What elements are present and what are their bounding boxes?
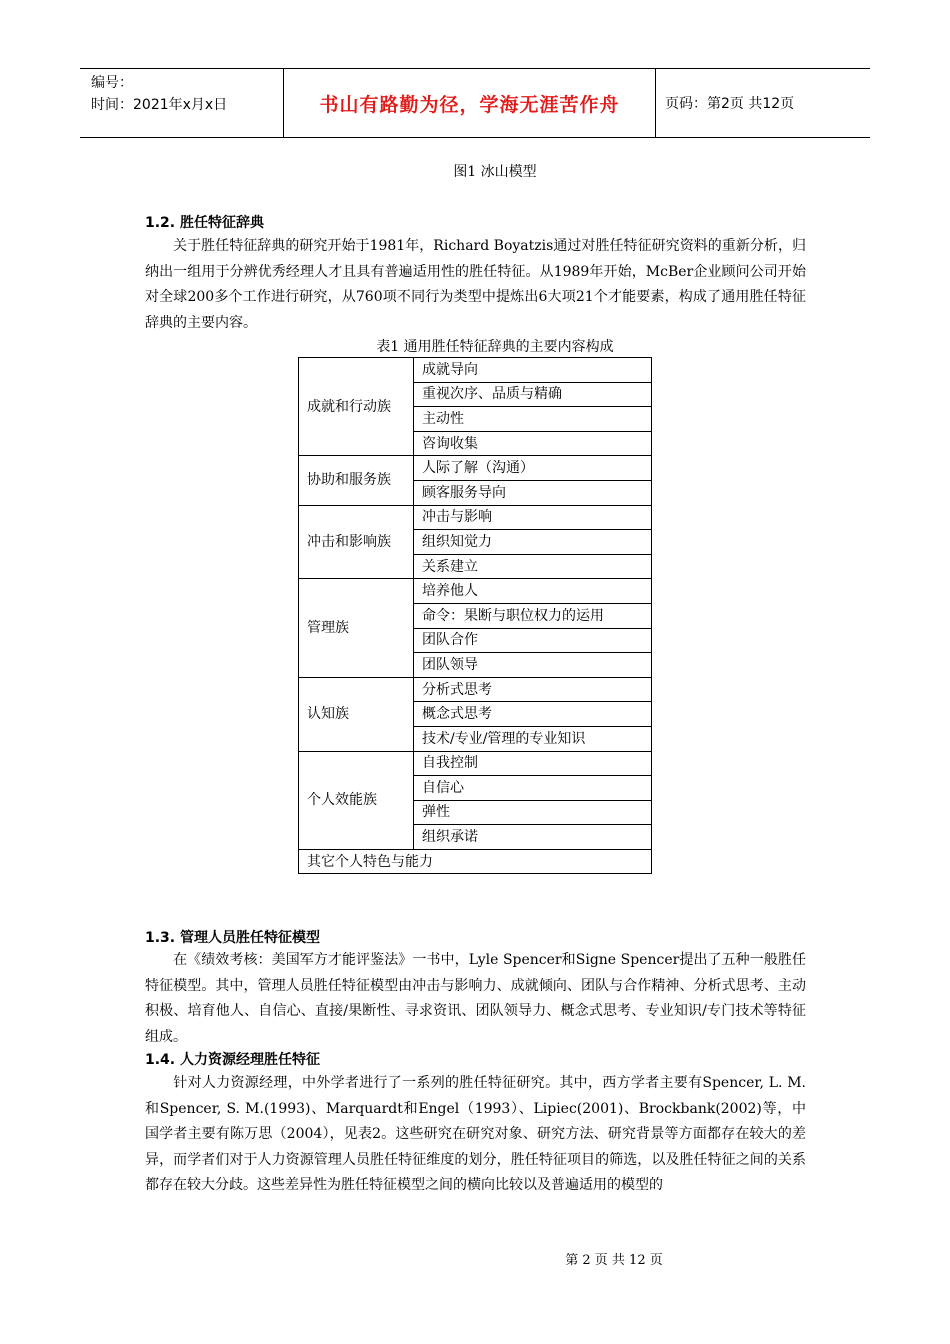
section-heading-1-3: 1.3. 管理人员胜任特征模型 [145,930,320,946]
table-row [299,579,652,604]
header-page-label: 页码：第2页 共12页 [665,96,795,112]
section-body-1-3 [145,948,806,1050]
table-row [299,505,652,530]
table-row [299,677,652,702]
table-family-cell: 管理族 [299,579,414,677]
page-header [80,68,870,138]
table-item-cell: 团队合作 [414,628,652,653]
table-family-cell: 个人效能族 [299,751,414,849]
table-item-cell: 概念式思考 [414,702,652,727]
header-meta [80,69,283,137]
table-item-cell: 命令：果断与职位权力的运用 [414,603,652,628]
table-item-cell: 咨询收集 [414,431,652,456]
table-item-cell: 重视次序、品质与精确 [414,382,652,407]
table-family-cell: 冲击和影响族 [299,505,414,579]
section-body-1-3-text: 在《绩效考核：美国军方才能评鉴法》一书中，Lyle Spencer和Signe Spencer提出了五种一般胜任特征模型。其中，管理人员胜任特征模型由冲击与影响力、成就倾向、团队与合作精神、分析式思考、主动积极、培育他人、自信心、直接/果断性、寻求资讯、团队领导力、概念式思考、专业知识/专门技术等特征组成。 [145,952,806,1045]
table-item-cell: 冲击与影响 [414,505,652,530]
table-item-cell: 自我控制 [414,751,652,776]
section-body-1-4 [145,1071,806,1199]
table-last-row-cell: 其它个人特色与能力 [299,849,652,874]
table-item-cell: 团队领导 [414,653,652,678]
table-item-cell: 组织知觉力 [414,530,652,555]
table-item-cell: 技术/专业/管理的专业知识 [414,726,652,751]
header-date-label: 时间：2021年x月x日 [91,97,228,113]
header-motto: 书山有路勤为径，学海无涯苦作舟 [283,69,656,137]
page-footer: 第 2 页 共 12 页 [565,1253,663,1268]
table-item-cell: 人际了解（沟通） [414,456,652,481]
section-heading-1-2: 1.2. 胜任特征辞典 [145,215,264,231]
table-row [299,849,652,874]
table-item-cell: 成就导向 [414,358,652,383]
table-row [299,456,652,481]
table-item-cell: 培养他人 [414,579,652,604]
table-row [299,751,652,776]
table-family-cell: 认知族 [299,677,414,751]
table-item-cell: 弹性 [414,800,652,825]
table-caption: 表1 通用胜任特征辞典的主要内容构成 [376,339,614,355]
table-item-cell: 主动性 [414,407,652,432]
section-heading-1-4: 1.4. 人力资源经理胜任特征 [145,1052,320,1068]
table-family-cell: 成就和行动族 [299,358,414,456]
table-item-cell: 顾客服务导向 [414,480,652,505]
table-row [299,358,652,383]
section-body-1-2-text: 关于胜任特征辞典的研究开始于1981年，Richard Boyatzis通过对胜任特征研究资料的重新分析，归纳出一组用于分辨优秀经理人才且具有普遍适用性的胜任特征。从1989年开始，McBer企业顾问公司开始对全球200多个工作进行研究，从760项不同行为类型中提炼出6大项21个才能要素，构成了通用胜任特征辞典的主要内容。 [145,238,806,331]
table-item-cell: 关系建立 [414,554,652,579]
section-body-1-4-text: 针对人力资源经理，中外学者进行了一系列的胜任特征研究。其中，西方学者主要有Spencer, L. M.和Spencer, S. M.(1993)、Marquardt和Engel（1993）、Lipiec(2001)、Brockbank(2002)等，中国学者主要有陈万思（2004），见表2。这些研究在研究对象、研究方法、研究背景等方面都存在较大的差异，而学者们对于人力资源管理人员胜任特征维度的划分，胜任特征项目的筛选，以及胜任特征之间的关系都存在较大分歧。这些差异性为胜任特征模型之间的横向比较以及普遍适用的模型的 [145,1075,806,1193]
table-item-cell: 组织承诺 [414,825,652,850]
table-item-cell: 分析式思考 [414,677,652,702]
competency-table [298,357,652,874]
table-item-cell: 自信心 [414,776,652,801]
header-code-label: 编号： [91,75,133,91]
figure-caption: 图1 冰山模型 [453,164,537,180]
table-family-cell: 协助和服务族 [299,456,414,505]
section-body-1-2 [145,234,806,336]
